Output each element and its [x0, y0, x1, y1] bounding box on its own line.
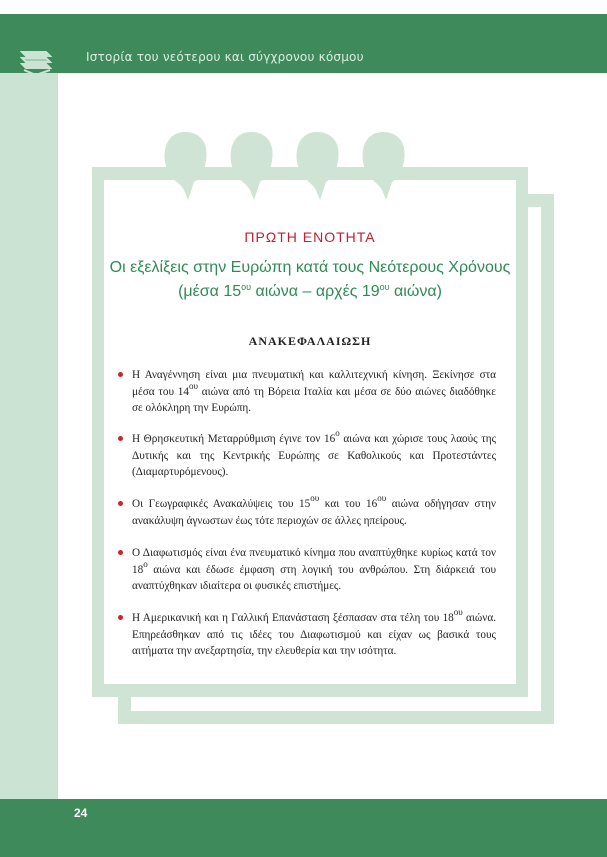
- section-period: (μέσα $15^{o\upsilon}$ αιώνα – αρχές $19^{o\upsilon}$ αιώνα): [178, 282, 442, 300]
- stacked-books-icon: [20, 46, 54, 76]
- bullet-icon: [118, 550, 123, 555]
- list-item: [118, 428, 496, 481]
- binder-ring-icon: [290, 130, 344, 200]
- binder-ring-icon: [158, 130, 212, 200]
- book-title: Ιστορία του νεότερου και σύγχρονου κόσμου: [86, 50, 364, 64]
- list-item-text: Ο Διαφωτισμός είναι ένα πνευματικό κίνημα που αναπτύχθηκε κυρίως κατά τον $18^o$ αιώνα και έδωσε έμφαση στη λογική του ανθρώπου. Στη διάρκειά του αναπτύχθηκαν ιδιαίτερα οι φυσικές επιστήμες.: [132, 547, 496, 592]
- left-margin-strip: [0, 73, 58, 799]
- bullet-icon: [118, 615, 123, 620]
- list-item-text: Η Αναγέννηση είναι μια πνευματική και καλλιτεχνική κίνηση. Ξεκίνησε στα μέσα του $14^{o\upsilon}$ αιώνα από τη Βόρεια Ιταλία και μέσα σε δύο αιώνες διαδόθηκε σε ολόκληρη την Ευρώπη.: [132, 369, 497, 414]
- bullet-icon: [118, 436, 123, 441]
- page-number: 24: [74, 806, 88, 820]
- bullet-icon: [118, 372, 123, 377]
- list-item-text: Η Αμερικανική και η Γαλλική Επανάσταση ξέσπασαν στα τέλη του $18^{o\upsilon}$ αιώνα. Επηρεάσθηκαν από τις ιδέες του Διαφωτισμού και είχαν ως βασικά τους αιτήματα την ανεξαρτησία, την ελευθερία και την ισότητα.: [132, 607, 496, 657]
- list-item-text: Οι Γεωγραφικές Ανακαλύψεις του $15^{o\upsilon}$ και του $16^{o\upsilon}$ αιώνα οδήγησαν στην ανακάλυψη άγνωστων έως τότε περιοχών σε άλλες ηπείρους.: [132, 493, 496, 527]
- list-item: [118, 545, 496, 595]
- list-item: [118, 493, 496, 529]
- list-item: [118, 367, 496, 417]
- footer-band: [0, 799, 607, 857]
- list-item: [118, 607, 496, 660]
- binder-ring-icon: [224, 130, 278, 200]
- list-item-text: Η Θρησκευτική Μεταρρύθμιση έγινε τον $16^o$ αιώνα και χώρισε τους λαούς της Δυτικής και της Κεντρικής Ευρώπης σε Καθολικούς και Προτεστάντες (Διαμαρτυρόμενους).: [132, 428, 496, 478]
- binder-ring-icon: [356, 130, 410, 200]
- bullet-icon: [118, 501, 123, 506]
- section-subtitle: Οι εξελίξεις στην Ευρώπη κατά τους Νεότερους Χρόνους: [109, 259, 511, 276]
- header-band: [0, 14, 607, 73]
- section-title: ΠΡΩΤΗ ΕΝΟΤΗΤΑ: [244, 229, 376, 245]
- summary-heading: ΑΝΑΚΕΦΑΛΑΙΩΣΗ: [248, 334, 372, 348]
